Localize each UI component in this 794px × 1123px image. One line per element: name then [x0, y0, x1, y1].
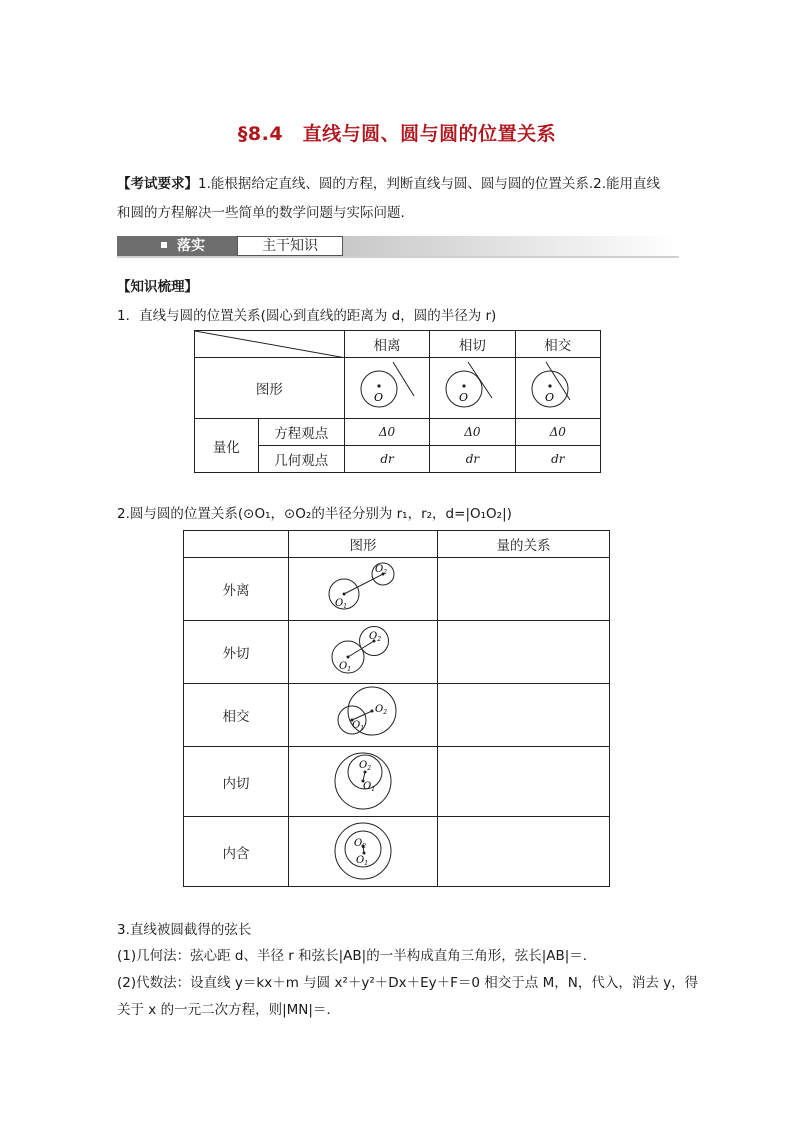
table1-row-equation: 方程观点: [258, 419, 344, 446]
figure-circles-intersect: [289, 684, 438, 747]
page-title: §8.4 直线与圆、圆与圆的位置关系: [237, 123, 557, 145]
table1-row-figure: 图形: [195, 358, 345, 419]
figure-circles-int-tangent: [289, 747, 438, 817]
svg-text:O2: $O_2$: [359, 759, 372, 772]
line-circle-table: [194, 330, 601, 473]
table1-col-tangent: 相切: [430, 331, 515, 358]
figure-circles-ext-tangent: [289, 621, 438, 684]
svg-text:O: O: [459, 391, 469, 404]
line-circle-apart-diagram: [357, 358, 417, 414]
svg-text:O1: $O_1$: [335, 598, 348, 610]
circle-circle-table: [183, 530, 610, 887]
circles-internal-tangent-diagram: [323, 748, 403, 812]
geometry-tangent: dr: [430, 446, 515, 473]
circles-intersect-diagram: [323, 684, 403, 742]
svg-text:O1: $O_1$: [356, 854, 369, 867]
svg-text:O2: $O_2$: [369, 631, 382, 643]
item1-heading: 1．直线与圆的位置关系(圆心到直线的距离为 d，圆的半径为 r): [117, 308, 497, 324]
banner-gradient: [343, 236, 679, 256]
table2-row-contain: 内含: [184, 817, 289, 887]
table1-quant-label: 量化: [195, 419, 259, 473]
circles-external-tangent-diagram: [323, 621, 403, 679]
svg-text:O1: $O_1$: [363, 780, 376, 793]
svg-text:O1: $O_1$: [352, 720, 365, 732]
equation-tangent: Δ0: [430, 419, 515, 446]
requirement-label: 【考试要求】: [117, 176, 198, 192]
relation-intersect: [438, 684, 610, 747]
banner-dark-label: 落实: [177, 238, 205, 254]
banner-dark-tab: [117, 236, 237, 256]
banner-rule: [117, 256, 679, 258]
table2-row-ext-tangent: 外切: [184, 621, 289, 684]
item3-heading: 3.直线被圆截得的弦长: [117, 922, 252, 938]
relation-apart: [438, 558, 610, 621]
relation-ext-tangent: [438, 621, 610, 684]
exam-requirement: [117, 170, 679, 228]
relation-int-tangent: [438, 747, 610, 817]
banner-box-label: 主干知识: [237, 236, 343, 256]
table1-col-apart: 相离: [344, 331, 429, 358]
figure-line-intersect: [515, 358, 600, 419]
figure-line-tangent: [430, 358, 515, 419]
table2-row-apart: 外离: [184, 558, 289, 621]
item3-line-3: 关于 x 的一元二次方程，则|MN|＝.: [117, 1002, 331, 1018]
circles-apart-diagram: [323, 558, 403, 616]
table1-diagonal-header: [195, 331, 345, 358]
svg-text:O: O: [544, 391, 554, 404]
square-bullet-icon: [161, 242, 167, 248]
svg-text:O2: $O_2$: [375, 704, 388, 716]
figure-line-apart: [344, 358, 429, 419]
equation-apart: Δ0: [344, 419, 429, 446]
svg-text:O2: $O_2$: [375, 564, 388, 576]
figure-circles-contain: [289, 817, 438, 887]
diagonal-line: [195, 331, 346, 358]
section-label: 【知识梳理】: [117, 279, 198, 295]
table1-col-intersect: 相交: [515, 331, 600, 358]
svg-text:O1: $O_1$: [339, 661, 352, 673]
table2-header-relation: 量的关系: [438, 531, 610, 558]
item3-line-2: (2)代数法：设直线 y＝kx＋m 与圆 x²＋y²＋Dx＋Ey＋F＝0 相交于点 M，N，代入，消去 y，得: [117, 975, 699, 991]
geometry-intersect: dr: [515, 446, 600, 473]
equation-intersect: Δ0: [515, 419, 600, 446]
item3-line-1: (1)几何法：弦心距 d、半径 r 和弦长|AB|的一半构成直角三角形，弦长|AB|＝.: [117, 948, 588, 964]
line-circle-tangent-diagram: [442, 358, 502, 414]
table2-row-int-tangent: 内切: [184, 747, 289, 817]
requirement-line-2: 和圆的方程解决一些简单的数学问题与实际问题.: [117, 205, 405, 221]
svg-text:O2: $O_2$: [354, 837, 367, 850]
geometry-apart: dr: [344, 446, 429, 473]
section-banner: [117, 236, 679, 256]
table2-corner: [184, 531, 289, 558]
line-circle-intersect-diagram: [528, 358, 588, 414]
table1-row-geometry: 几何观点: [258, 446, 344, 473]
relation-contain: [438, 817, 610, 887]
requirement-line-1: 1.能根据给定直线、圆的方程，判断直线与圆、圆与圆的位置关系.2.能用直线: [198, 176, 661, 192]
table2-row-intersect: 相交: [184, 684, 289, 747]
figure-circles-apart: [289, 558, 438, 621]
circles-contained-diagram: [323, 818, 403, 882]
svg-text:O: O: [374, 391, 384, 404]
table2-header-figure: 图形: [289, 531, 438, 558]
item2-heading: 2.圆与圆的位置关系(⊙O₁，⊙O₂的半径分别为 r₁，r₂，d=|O₁O₂|): [117, 506, 512, 522]
